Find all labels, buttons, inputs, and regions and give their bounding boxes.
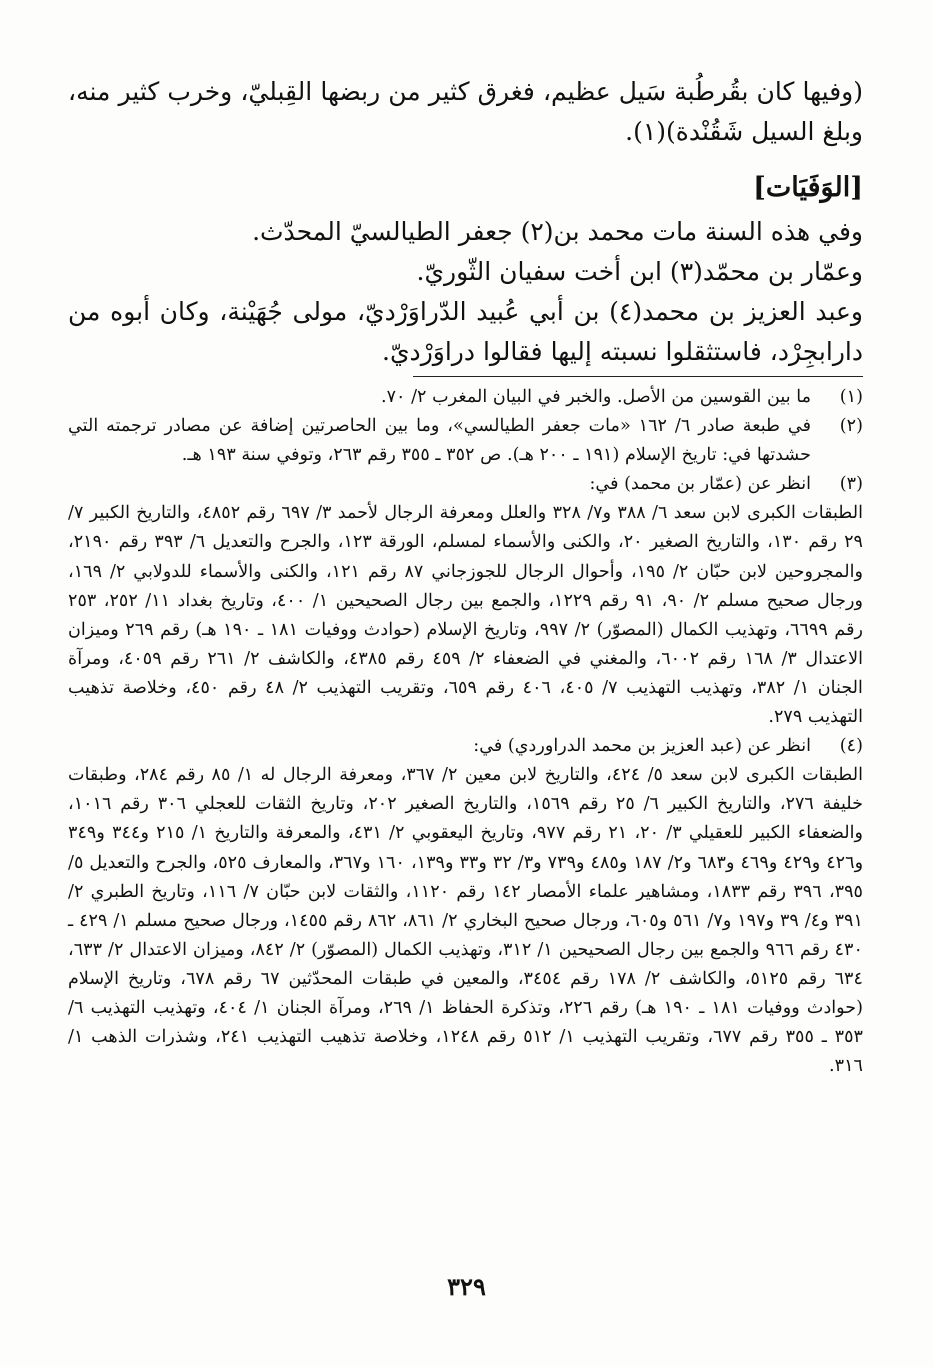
page-number: ٣٢٩ xyxy=(447,1272,486,1301)
footnote-references: الطبقات الكبرى لابن سعد ٦/ ٣٨٨ و٧/ ٣٢٨ والعلل ومعرفة الرجال لأحمد ٣/ ٦٩٧ رقم ٤٨٥٢، والتاريخ الكبير ٧/ ٢٩ رقم ١٣٠، والتاريخ الصغير ٢٠، والكنى والأسماء لمسلم، الورقة ١٢٣، والجرح والتعديل ٦/ ٣٩٣ رقم ٢١٩٠، والمجروحين لابن حبّان ٢/ ١٩٥، وأحوال الرجال للجوزجاني ٨٧ رقم ١٢١، والكنى والأسماء للدولابي ٢/ ١٦٩، ورجال صحيح مسلم ٢/ ٩٠، ٩١ رقم ١٢٢٩، والجمع بين رجال الصحيحين ١/ ٤٠٠، وتاريخ بغداد ١١/ ٢٥٢، ٢٥٣ رقم ٦٦٩٩، وتهذيب الكمال (المصوّر) ٢/ ٩٩٧، وتاريخ الإسلام (حوادث ووفيات ١٨١ ـ ١٩٠ هـ) رقم ٢٦٩ وميزان الاعتدال ٣/ ١٦٨ رقم ٦٠٠٢، والمغني في الضعفاء ٢/ ٤٥٩ رقم ٤٣٨٥، والكاشف ٢/ ٢٦١ رقم ٤٠٥٩، ومرآة الجنان ١/ ٣٨٢، وتهذيب التهذيب ٧/ ٤٠٥، ٤٠٦ رقم ٦٥٩، وتقريب التهذيب ٢/ ٤٨ رقم ٤٥٠، وخلاصة تذهيب التهذيب ٢٧٩. xyxy=(68,503,864,728)
death-entry: وفي هذه السنة مات محمد بن(٢) جعفر الطيالسيّ المحدّث. xyxy=(252,217,863,246)
footnote-references: الطبقات الكبرى لابن سعد ٥/ ٤٢٤، والتاريخ لابن معين ٢/ ٣٦٧، ومعرفة الرجال له ١/ ٨٥ رقم ٢٨٤، وطبقات خليفة ٢٧٦، والتاريخ الكبير ٦/ ٢٥ رقم ١٥٦٩، والتاريخ الصغير ٢٠٢، وتاريخ الثقات للعجلي ٣٠٦ رقم ١٠١٦، والضعفاء الكبير للعقيلي ٣/ ٢٠، ٢١ رقم ٩٧٧، وتاريخ اليعقوبي ٢/ ٤٣١، والمعرفة والتاريخ ١/ ٢١٥ و٣٤٤ و٣٤٩ و٤٢٦ و٤٢٩ و٤٦٩ و٦٨٣ و٢/ ١٨٧ و٤٨٥ و٧٣٩ و٣/ ٣٢ و٣٣ و١٣٩، ١٦٠ و٣٦٧، والمعارف ٥٢٥، والجرح والتعديل ٥/ ٣٩٥، ٣٩٦ رقم ١٨٣٣، ومشاهير علماء الأمصار ١٤٢ رقم ١١٢٠، والثقات لابن حبّان ٧/ ١١٦، وتاريخ الطبري ٢/ ٣٩١ و٤/ ٣٩ و١٩٧ و٧/ ٥٦١ و٦٠٥، ورجال صحيح البخاري ٢/ ٨٦١، ٨٦٢ رقم ١٤٥٥، ورجال صحيح مسلم ١/ ٤٢٩ ـ ٤٣٠ رقم ٩٦٦ والجمع بين رجال الصحيحين ١/ ٣١٢، وتهذيب الكمال (المصوّر) ٢/ ٨٤٢، وميزان الاعتدال ٢/ ٦٣٣، ٦٣٤ رقم ٥١٢٥، والكاشف ٢/ ١٧٨ رقم ٣٤٥٤، والمعين في طبقات المحدّثين ٦٧ رقم ٦٧٨، وتاريخ الإسلام (حوادث ووفيات ١٨١ ـ ١٩٠ هـ) رقم ٢٢٦، وتذكرة الحفاظ ١/ ٢٦٩، ومرآة الجنان ١/ ٤٠٤، وتهذيب التهذيب ٦/ ٣٥٣ ـ ٣٥٥ رقم ٦٧٧، وتقريب التهذيب ١/ ٥١٢ رقم ١٢٤٨، وخلاصة تذهيب التهذيب ٢٤١، وشذرات الذهب ١/ ٣١٦. xyxy=(68,765,864,1077)
footnote-1 xyxy=(68,383,863,412)
death-entry: وعمّار بن محمّد(٣) ابن أخت سفيان الثّوريّ. xyxy=(416,257,863,286)
opening-paragraph: (وفيها كان بقُرطُبة سَيل عظيم، فغرق كثير من ربضها القِبليّ، وخرب كثير منه، وبلغ السيل شَقُنْدة)(١). xyxy=(68,77,863,146)
footnote-number: (٣) xyxy=(839,474,863,495)
footnote-number: (٤) xyxy=(839,736,863,757)
footnote-3 xyxy=(68,470,863,499)
footnote-separator xyxy=(413,376,863,377)
footnote-4 xyxy=(68,732,863,761)
footnote-text: ما بين القوسين من الأصل. والخبر في البيان المغرب ٢/ ٧٠. xyxy=(381,387,811,407)
footnote-text: في طبعة صادر ٦/ ١٦٢ «مات جعفر الطيالسي»، وما بين الحاصرتين إضافة عن مصادر ترجمته التي حشدتها في: تاريخ الإسلام (١٩١ ـ ٢٠٠ هـ). ص ٣٥٢ ـ ٣٥٥ رقم ٢٦٣، وتوفي سنة ١٩٣ هـ. xyxy=(68,416,811,466)
death-entry: وعبد العزيز بن محمد(٤) بن أبي عُبيد الدّراوَرْديّ، مولى جُهَيْنة، وكان أبوه من دارابجِرْد، فاستثقلوا نسبته إليها فقالوا دراوَرْديّ. xyxy=(68,297,864,366)
footnotes xyxy=(68,383,863,1081)
page-body xyxy=(68,72,863,1347)
footnote-text: انظر عن (عبد العزيز بن محمد الدراوردي) في: xyxy=(473,736,811,757)
section-heading: [الوَفَيَات] xyxy=(753,172,863,203)
footnote-number: (١) xyxy=(839,387,863,407)
main-text xyxy=(68,72,863,372)
footnote-number: (٢) xyxy=(839,416,863,437)
footnote-text: انظر عن (عمّار بن محمد) في: xyxy=(589,474,811,495)
footnote-2 xyxy=(68,412,863,470)
